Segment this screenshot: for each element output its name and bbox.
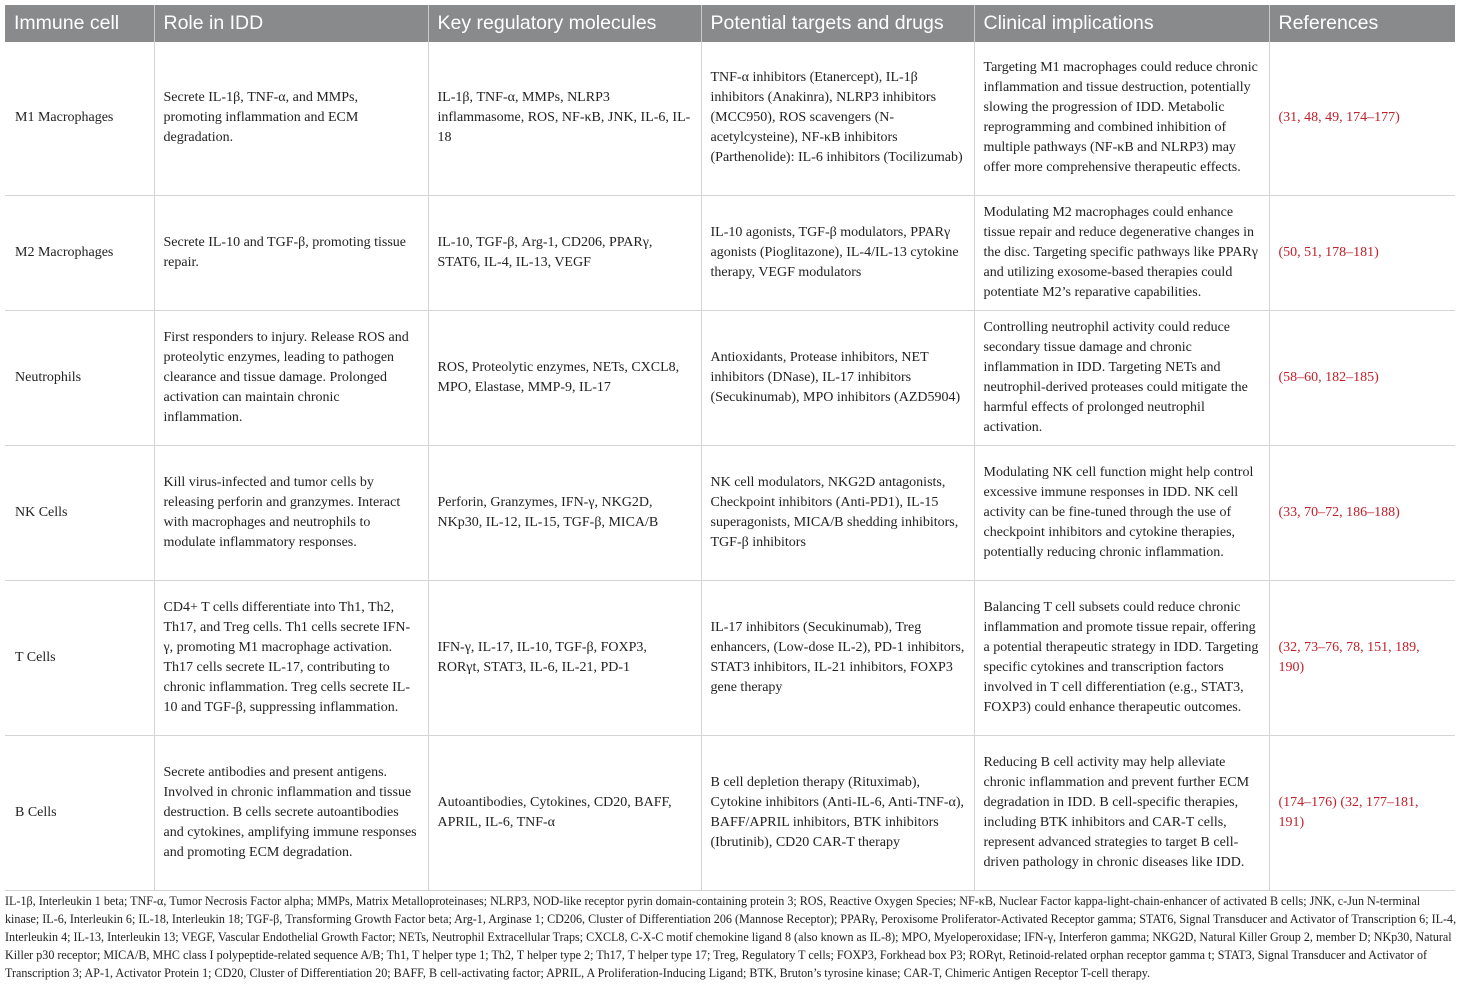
table-row — [5, 195, 1455, 310]
header-row — [5, 5, 1455, 42]
table-row — [5, 42, 1455, 195]
cell-role: Secrete IL-1β, TNF-α, and MMPs, promoting inflammation and ECM degradation. — [154, 42, 428, 195]
cell-clinical: Reducing B cell activity may help alleviate chronic inflammation and prevent further ECM degradation in IDD. B cell-specific therapies, including BTK inhibitors and CAR-T cells, represent advanced strategies to target B cell-driven pathology in chronic diseases like IDD. — [974, 735, 1269, 890]
header-references: References — [1269, 5, 1455, 42]
cell-references[interactable]: (58–60, 182–185) — [1269, 310, 1455, 445]
cell-role: Kill virus-infected and tumor cells by releasing perforin and granzymes. Interact with macrophages and neutrophils to modulate inflammatory responses. — [154, 445, 428, 580]
header-clinical: Clinical implications — [974, 5, 1269, 42]
cell-molecules: Autoantibodies, Cytokines, CD20, BAFF, APRIL, IL-6, TNF-α — [428, 735, 701, 890]
cell-references[interactable]: (33, 70–72, 186–188) — [1269, 445, 1455, 580]
table-footnote: IL-1β, Interleukin 1 beta; TNF-α, Tumor Necrosis Factor alpha; MMPs, Matrix Metalloproteinases; NLRP3, NOD-like receptor pyrin domain-containing protein 3; ROS, Reactive Oxygen Species; NF-κB, Nuclear Factor kappa-light-chain-enhancer of activated B cells; JNK, c-Jun N-terminal kinase; IL-6, Interleukin 6; IL-18, Interleukin 18; TGF-β, Transforming Growth Factor beta; Arg-1, Arginase 1; CD206, Cluster of Differentiation 206 (Mannose Receptor); PPARγ, Peroxisome Proliferator-Activated Receptor gamma; STAT6, Signal Transducer and Activator of Transcription 6; IL-4, Interleukin 4; IL-13, Interleukin 13; VEGF, Vascular Endothelial Growth Factor; NETs, Neutrophil Extracellular Traps; CXCL8, C-X-C motif chemokine ligand 8 (also known as IL-8); MPO, Myeloperoxidase; IFN-γ, Interferon gamma; NKG2D, Natural Killer Group 2, member D; NKp30, Natural Killer p30 receptor; MICA/B, MHC class I polypeptide-related sequence A/B; Th1, T helper type 1; Th2, T helper type 2; Th17, T helper type 17; Treg, Regulatory T cells; FOXP3, Forkhead box P3; RORγt, Retinoid-related orphan receptor gamma t; STAT3, Signal Transducer and Activator of Transcription 3; AP-1, Activator Protein 1; CD20, Cluster of Differentiation 20; BAFF, B cell-activating factor; APRIL, A Proliferation-Inducing Ligand; BTK, Bruton’s tyrosine kinase; CAR-T, Chimeric Antigen Receptor T-cell therapy. — [5, 894, 1457, 980]
cell-clinical: Modulating NK cell function might help control excessive immune responses in IDD. NK cell activity can be fine-tuned through the use of checkpoint inhibitors and cytokine therapies, potentially reducing chronic inflammation. — [974, 445, 1269, 580]
immune-cell-table — [5, 5, 1455, 891]
cell-clinical: Targeting M1 macrophages could reduce chronic inflammation and tissue destruction, potentially slowing the progression of IDD. Metabolic reprogramming and combined inhibition of multiple pathways (NF-κB and NLRP3) may offer more comprehensive therapeutic effects. — [974, 42, 1269, 195]
cell-immune-cell: NK Cells — [5, 445, 154, 580]
header-immune-cell: Immune cell — [5, 5, 154, 42]
cell-molecules: Perforin, Granzymes, IFN-γ, NKG2D, NKp30, IL-12, IL-15, TGF-β, MICA/B — [428, 445, 701, 580]
cell-molecules: IL-1β, TNF-α, MMPs, NLRP3 inflammasome, ROS, NF-κB, JNK, IL-6, IL-18 — [428, 42, 701, 195]
cell-references[interactable]: (31, 48, 49, 174–177) — [1269, 42, 1455, 195]
cell-immune-cell: T Cells — [5, 580, 154, 735]
cell-targets: Antioxidants, Protease inhibitors, NET inhibitors (DNase), IL-17 inhibitors (Secukinumab), MPO inhibitors (AZD5904) — [701, 310, 974, 445]
cell-immune-cell: Neutrophils — [5, 310, 154, 445]
cell-immune-cell: M2 Macrophages — [5, 195, 154, 310]
cell-clinical: Balancing T cell subsets could reduce chronic inflammation and promote tissue repair, offering a potential therapeutic strategy in IDD. Targeting specific cytokines and transcription factors involved in T cell differentiation (e.g., STAT3, FOXP3) could enhance therapeutic outcomes. — [974, 580, 1269, 735]
cell-molecules: IFN-γ, IL-17, IL-10, TGF-β, FOXP3, RORγt, STAT3, IL-6, IL-21, PD-1 — [428, 580, 701, 735]
cell-clinical: Modulating M2 macrophages could enhance tissue repair and reduce degenerative changes in the disc. Targeting specific pathways like PPARγ and utilizing exosome-based therapies could potentiate M2’s reparative capabilities. — [974, 195, 1269, 310]
cell-targets: NK cell modulators, NKG2D antagonists, Checkpoint inhibitors (Anti-PD1), IL-15 superagonists, MICA/B shedding inhibitors, TGF-β inhibitors — [701, 445, 974, 580]
cell-targets: B cell depletion therapy (Rituximab), Cytokine inhibitors (Anti-IL-6, Anti-TNF-α), BAFF/APRIL inhibitors, BTK inhibitors (Ibrutinib), CD20 CAR-T therapy — [701, 735, 974, 890]
cell-references[interactable]: (50, 51, 178–181) — [1269, 195, 1455, 310]
header-targets: Potential targets and drugs — [701, 5, 974, 42]
header-molecules: Key regulatory molecules — [428, 5, 701, 42]
cell-references[interactable]: (32, 73–76, 78, 151, 189, 190) — [1269, 580, 1455, 735]
cell-immune-cell: M1 Macrophages — [5, 42, 154, 195]
cell-targets: IL-17 inhibitors (Secukinumab), Treg enhancers, (Low-dose IL-2), PD-1 inhibitors, STAT3 inhibitors, IL-21 inhibitors, FOXP3 gene therapy — [701, 580, 974, 735]
table-row — [5, 310, 1455, 445]
cell-molecules: IL-10, TGF-β, Arg-1, CD206, PPARγ, STAT6, IL-4, IL-13, VEGF — [428, 195, 701, 310]
cell-role: Secrete IL-10 and TGF-β, promoting tissue repair. — [154, 195, 428, 310]
table-row — [5, 580, 1455, 735]
table-container — [5, 5, 1455, 891]
table-row — [5, 735, 1455, 890]
cell-clinical: Controlling neutrophil activity could reduce secondary tissue damage and chronic inflammation in IDD. Targeting NETs and neutrophil-derived proteases could mitigate the harmful effects of prolonged neutrophil activation. — [974, 310, 1269, 445]
cell-targets: IL-10 agonists, TGF-β modulators, PPARγ agonists (Pioglitazone), IL-4/IL-13 cytokine therapy, VEGF modulators — [701, 195, 974, 310]
header-role: Role in IDD — [154, 5, 428, 42]
cell-role: CD4+ T cells differentiate into Th1, Th2, Th17, and Treg cells. Th1 cells secrete IFN-γ, promoting M1 macrophage activation. Th17 cells secrete IL-17, contributing to chronic inflammation. Treg cells secrete IL-10 and TGF-β, suppressing inflammation. — [154, 580, 428, 735]
cell-targets: TNF-α inhibitors (Etanercept), IL-1β inhibitors (Anakinra), NLRP3 inhibitors (MCC950), ROS scavengers (N-acetylcysteine), NF-κB inhibitors (Parthenolide): IL-6 inhibitors (Tocilizumab) — [701, 42, 974, 195]
cell-references[interactable]: (174–176) (32, 177–181, 191) — [1269, 735, 1455, 890]
cell-role: First responders to injury. Release ROS and proteolytic enzymes, leading to pathogen clearance and tissue damage. Prolonged activation can maintain chronic inflammation. — [154, 310, 428, 445]
cell-molecules: ROS, Proteolytic enzymes, NETs, CXCL8, MPO, Elastase, MMP-9, IL-17 — [428, 310, 701, 445]
cell-role: Secrete antibodies and present antigens. Involved in chronic inflammation and tissue destruction. B cells secrete autoantibodies and cytokines, amplifying immune responses and promoting ECM degradation. — [154, 735, 428, 890]
cell-immune-cell: B Cells — [5, 735, 154, 890]
table-row — [5, 445, 1455, 580]
